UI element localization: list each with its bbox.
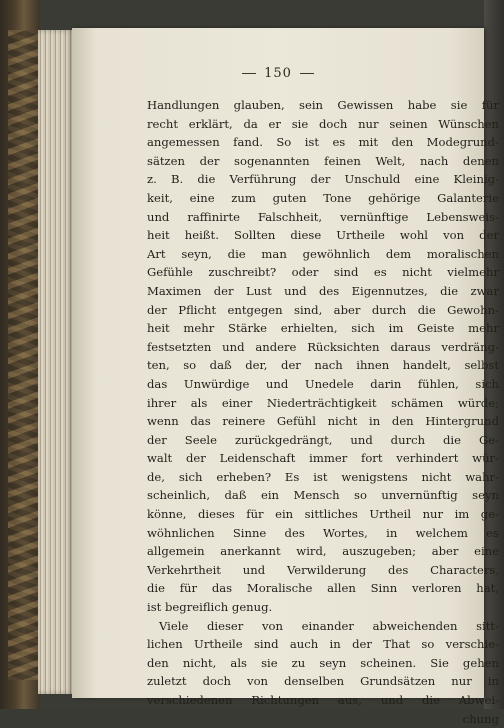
text-line: und raffinirte Falschheit, vernünftige Lebensweis- [147,209,499,224]
text-line: Art seyn, die man gewöhnlich dem moralischen [147,246,499,261]
text-line: Verkehrtheit und Verwilderung des Characters, [147,562,499,577]
text-line: Maximen der Lust und des Eigennutzes, die zwar [147,283,499,298]
page-header [72,66,484,81]
text-line: walt der Leidenschaft immer fort verhindert wür- [147,451,499,466]
text-line: heit heißt. Sollten diese Urtheile wohl von der [147,228,499,243]
text-line: der Seele zurückgedrängt, und durch die Ge- [147,432,499,447]
text-line: allgemein anerkannt wird, auszugeben; aber eine [147,544,499,559]
text-line: festsetzten und andere Rücksichten daraus verdräng- [147,339,499,354]
text-line: wöhnlichen Sinne des Wortes, in welchem es [147,525,499,540]
page-stack-edges [38,30,74,694]
text-line: wenn das reinere Gefühl nicht in den Hintergrund [147,414,499,429]
text-line: recht erklärt, da er sie doch nur seinen Wünschen [147,116,499,131]
paragraph-end-line: ist begreiflich genug. [147,600,273,615]
body-text [147,96,499,728]
catchword: chung [462,711,499,726]
text-line: das Unwürdige und Unedele darin fühlen, sich [147,376,499,391]
text-line: de, sich erheben? Es ist wenigstens nicht wahr- [147,469,499,484]
text-line: lichen Urtheile sind auch in der That so verschie- [147,637,499,652]
text-line: keit, eine zum guten Tone gehörige Galanterie [147,190,499,205]
text-line: könne, dieses für ein sittliches Urtheil nur im ge- [147,507,499,522]
text-line: Handlungen glauben, sein Gewissen habe sie für [147,98,499,112]
text-line: verschiedenen Richtungen aus, und die Abwei- [147,693,499,707]
marbled-cover-pattern [8,30,38,680]
header-dash-left [242,73,256,74]
text-line: den nicht, als sie zu seyn scheinen. Sie gehen [147,655,499,670]
text-line: Gefühle zuschreibt? oder sind es nicht vielmehr [147,265,499,280]
text-line: sätzen der sogenannten feinen Welt, nach denen [147,153,499,168]
text-line: ten, so daß der, der nach ihnen handelt, selbst [147,358,499,373]
text-line: heit mehr Stärke erhielten, sich im Geiste mehr [147,321,499,336]
page-number: 150 [264,66,292,81]
paragraph-start-line: Viele dieser von einander abweichenden sitt- [159,618,499,633]
text-line: der Pflicht entgegen sind, aber durch die Gewohn- [147,302,499,317]
text-line: scheinlich, daß ein Mensch so unvernünftig seyn [147,488,499,503]
text-line: zuletzt doch von denselben Grundsätzen nur in [147,674,499,689]
text-line: die für das Moralische allen Sinn verloren hat, [147,581,499,596]
book-page [72,28,499,726]
text-line: angemessen fand. So ist es mit den Modegrund- [147,135,499,150]
text-line: ihrer als einer Niederträchtigkeit schämen würde; [147,395,499,410]
text-line: z. B. die Verführung der Unschuld eine Kleinig- [147,172,499,187]
header-dash-right [300,73,314,74]
